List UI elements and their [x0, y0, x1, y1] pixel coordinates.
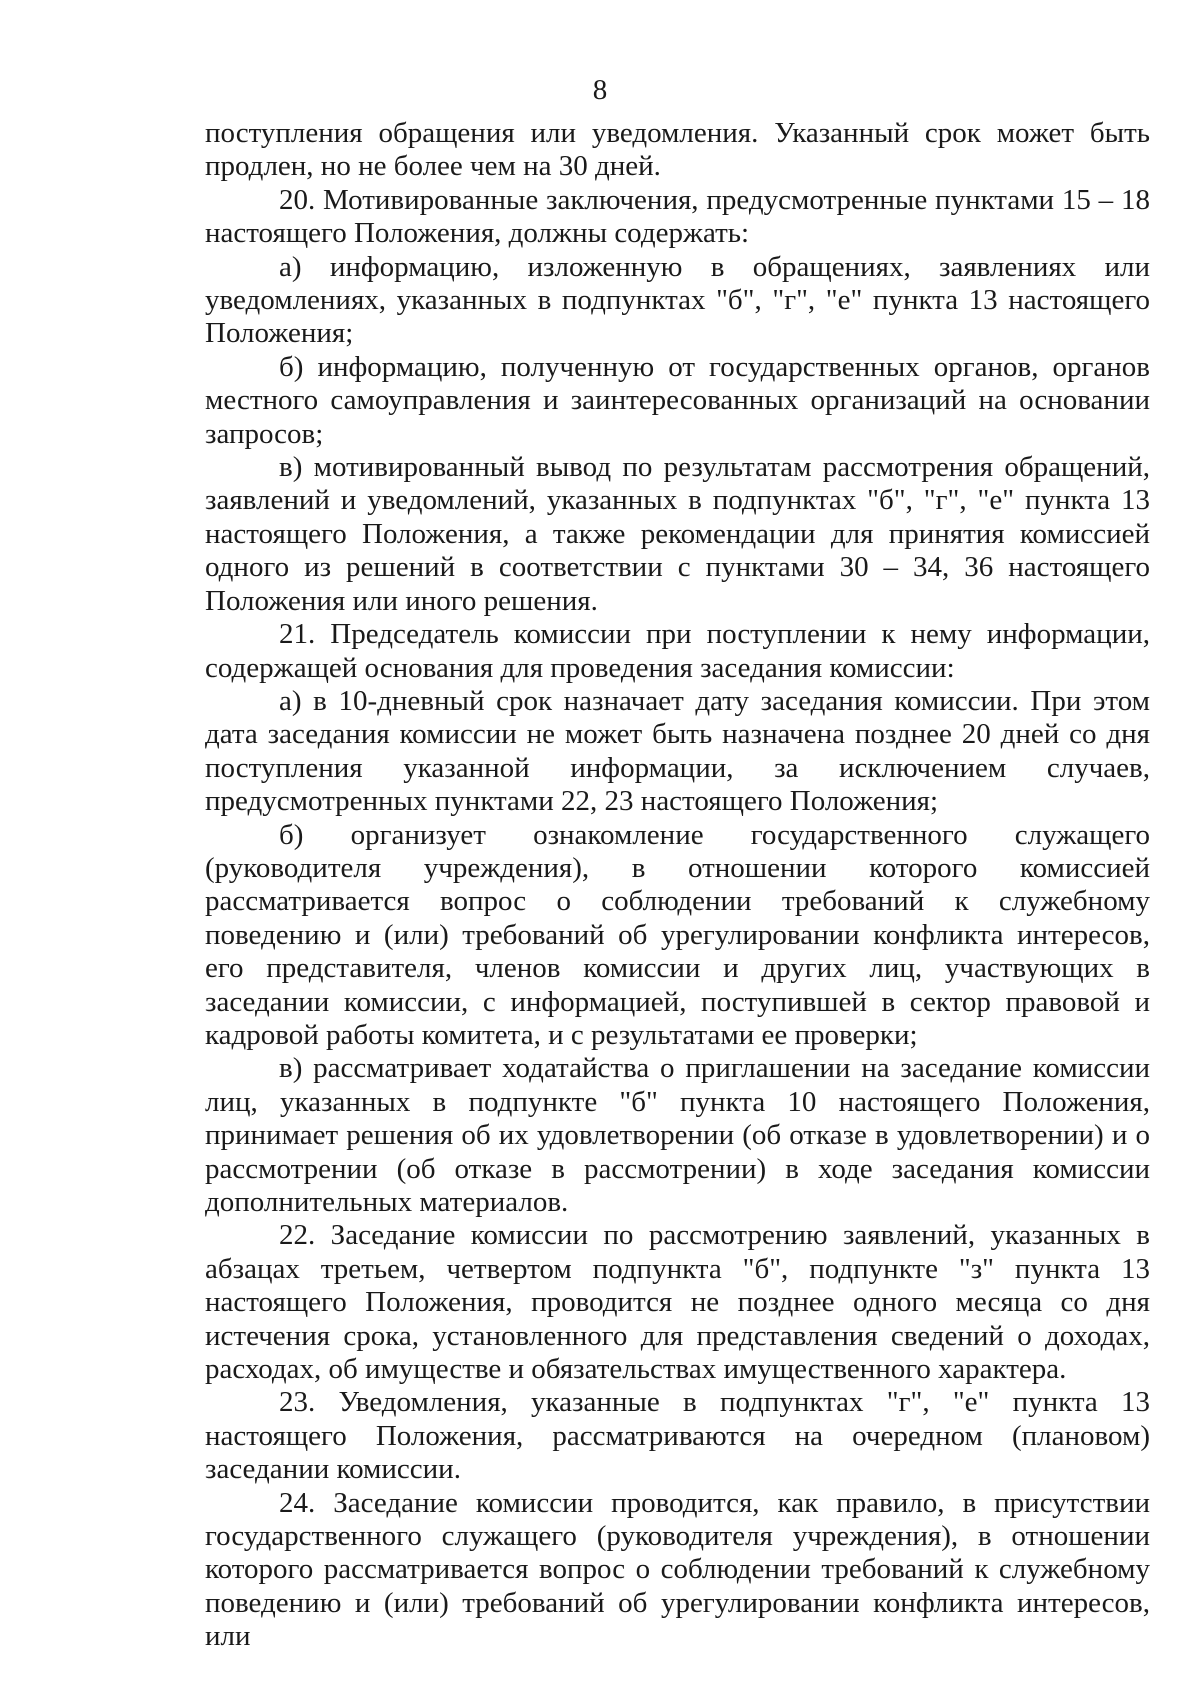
paragraph-20a: а) информацию, изложенную в обращениях, заявлениях или уведомлениях, указанных в подпунктах "б", "г", "е" пункта 13 настоящего Положения; — [205, 250, 1150, 350]
paragraph-21a: а) в 10-дневный срок назначает дату заседания комиссии. При этом дата заседания комиссии не может быть назначена позднее 20 дней со дня поступления указанной информации, за исключением случаев, предусмотренных пунктами 22, 23 настоящего Положения; — [205, 684, 1150, 818]
document-body — [205, 117, 1150, 1654]
paragraph-20: 20. Мотивированные заключения, предусмотренные пунктами 15 – 18 настоящего Положения, должны содержать: — [205, 183, 1150, 250]
paragraph-24: 24. Заседание комиссии проводится, как правило, в присутствии государственного служащего (руководителя учреждения), в отношении которого рассматривается вопрос о соблюдении требований к служебному поведению и (или) требований об урегулировании конфликта интересов, или — [205, 1486, 1150, 1653]
paragraph-21v: в) рассматривает ходатайства о приглашении на заседание комиссии лиц, указанных в подпункте "б" пункта 10 настоящего Положения, принимает решения об их удовлетворении (об отказе в удовлетворении) и о рассмотрении (об отказе в рассмотрении) в ходе заседания комиссии дополнительных материалов. — [205, 1052, 1150, 1218]
paragraph-continuation: поступления обращения или уведомления. Указанный срок может быть продлен, но не более чем на 30 дней. — [205, 117, 1150, 183]
paragraph-23: 23. Уведомления, указанные в подпунктах "г", "е" пункта 13 настоящего Положения, рассматриваются на очередном (плановом) заседании комиссии. — [205, 1386, 1150, 1486]
page-number: 8 — [592, 74, 608, 106]
paragraph-20v: в) мотивированный вывод по результатам рассмотрения обращений, заявлений и уведомлений, указанных в подпунктах "б", "г", "е" пункта 13 настоящего Положения, а также рекомендации для принятия комиссией одного из решений в соответствии с пунктами 30 – 34, 36 настоящего Положения или иного решения. — [205, 451, 1150, 617]
paragraph-22: 22. Заседание комиссии по рассмотрению заявлений, указанных в абзацах третьем, четвертом подпункта "б", подпункте "з" пункта 13 настоящего Положения, проводится не позднее одного месяца со дня истечения срока, установленного для представления сведений о доходах, расходах, об имуществе и обязательствах имущественного характера. — [205, 1219, 1150, 1386]
paragraph-20b: б) информацию, полученную от государственных органов, органов местного самоуправления и заинтересованных организаций на основании запросов; — [205, 350, 1150, 450]
paragraph-21: 21. Председатель комиссии при поступлении к нему информации, содержащей основания для проведения заседания комиссии: — [205, 618, 1150, 684]
paragraph-21b: б) организует ознакомление государственного служащего (руководителя учреждения), в отношении которого комиссией рассматривается вопрос о соблюдении требований к служебному поведению и (или) требований об урегулировании конфликта интересов, его представителя, членов комиссии и других лиц, участвующих в заседании комиссии, с информацией, поступившей в сектор правовой и кадровой работы комитета, и с результатами ее проверки; — [205, 818, 1150, 1051]
